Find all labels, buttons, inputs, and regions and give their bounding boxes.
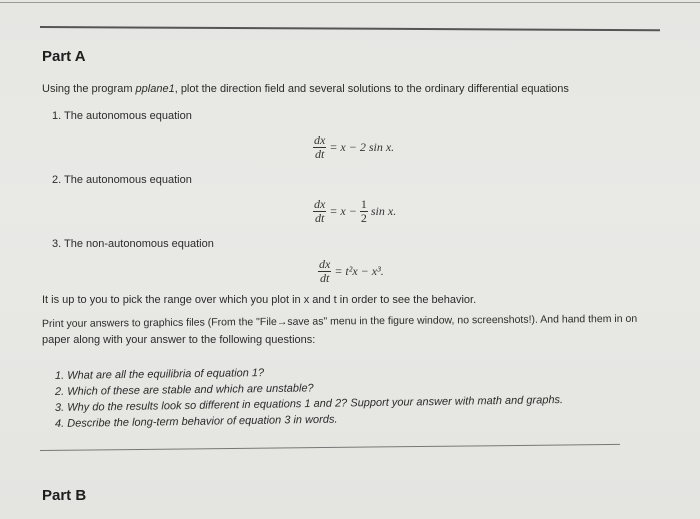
top-divider: [40, 26, 660, 31]
question-4: 4. Describe the long-term behavior of equation 3 in words.: [54, 413, 338, 430]
question-3: 3. Why do the results look so different in equations 1 and 2? Support your answer with math and graphs.: [54, 394, 564, 414]
part-b-heading: Part B: [42, 487, 87, 504]
print-instruction-line-1: Print your answers to graphics files (From the "File→save as" menu in the figure window, no screenshots!). And hand them in on: [41, 312, 638, 330]
item-2-label: 2. The autonomous equation: [52, 174, 192, 186]
item-1-label: 1. The autonomous equation: [52, 110, 192, 122]
print-instruction-line-2: paper along with your answer to the following questions:: [42, 334, 316, 346]
program-name: pplane1: [135, 83, 175, 95]
equation-2: $\frac{dx}{dt}$ = x − $\frac{1}{2}$ sin x.: [314, 197, 397, 225]
intro-text: Using the program pplane1, plot the direction field and several solutions to the ordinary differential equations: [42, 83, 569, 95]
part-a-heading: Part A: [42, 48, 86, 65]
equation-3: $\frac{dx}{dt}$ = t²x − x³.: [319, 257, 384, 285]
equation-1: $\frac{dx}{dt}$ = x − 2 sin x.: [314, 133, 395, 161]
bottom-divider: [40, 444, 620, 451]
item-3-label: 3. The non-autonomous equation: [52, 238, 214, 250]
page-edge-line: [0, 2, 700, 3]
question-1: 1. What are all the equilibria of equation 1?: [54, 367, 265, 382]
range-instruction: It is up to you to pick the range over which you plot in x and t in order to see the behavior.: [42, 294, 477, 306]
question-2: 2. Which of these are stable and which are unstable?: [54, 382, 314, 398]
